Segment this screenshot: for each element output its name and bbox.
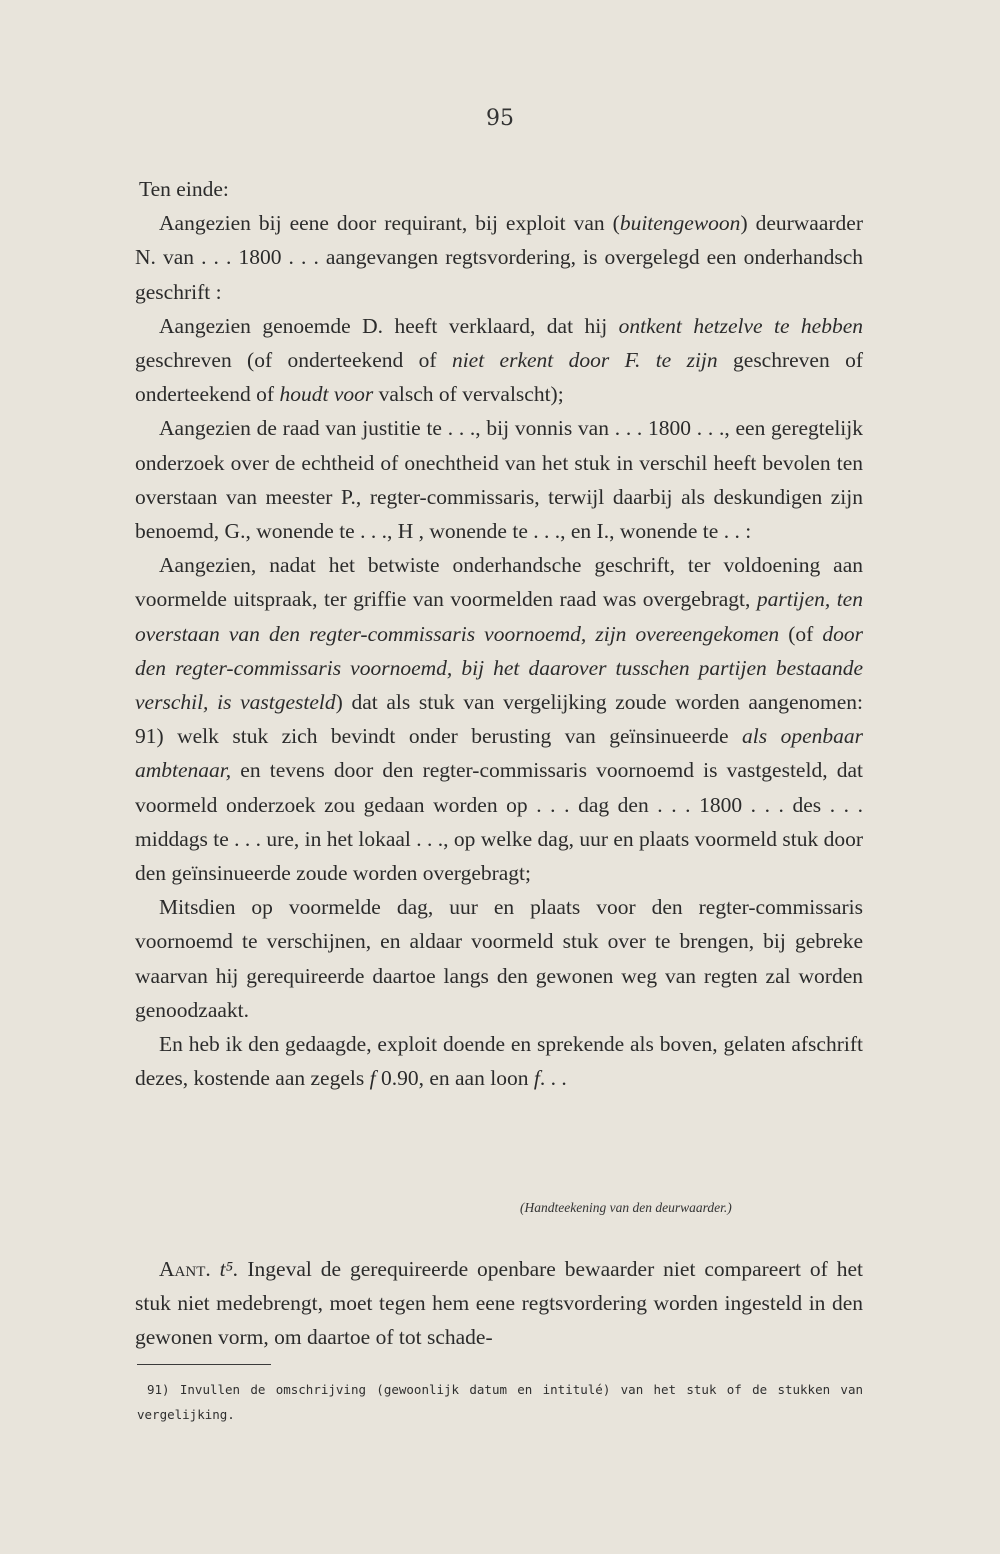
annotation-number: t⁵.	[219, 1257, 239, 1281]
annotation-block	[135, 1252, 863, 1355]
italic-text: f	[533, 1066, 540, 1091]
italic-text: houdt voor	[279, 382, 374, 407]
paragraph-text: (of	[779, 621, 823, 646]
annotation-label: Aant.	[159, 1257, 211, 1281]
signature-line: (Handteekening van den deurwaarder.)	[520, 1200, 732, 1215]
paragraph-text: Mitsdien op voormelde dag, uur en plaats voor den regter-commissaris voornoemd te verschijnen, en aldaar voormeld stuk over te brengen, bij gebreke waarvan hij gerequireerde daartoe langs den gewonen weg van regten zal worden genoodzaakt.	[135, 895, 863, 1022]
italic-text: door den regter-commissaris voornoemd, bij het daarover tusschen partijen bestaande verschil, is vastgesteld	[135, 621, 863, 715]
paragraph-text: ) deurwaarder N. van . . . 1800 . . . aangevangen regtsvordering, is overgelegd een onderhandsch geschrift :	[135, 211, 863, 304]
paragraph-text: ) dat als stuk van vergelijking zoude worden aangenomen: 91) welk stuk zich bevindt onder berusting van geïnsinueerde	[135, 690, 863, 749]
paragraph-text: En heb ik den gedaagde, exploit doende en sprekende als boven, gelaten afschrift dezes, kostende aan zegels	[135, 1032, 863, 1091]
body-text	[135, 172, 863, 1095]
paragraph-list	[135, 206, 863, 1095]
paragraph-text: geschreven (of onderteekend of	[135, 348, 452, 373]
italic-text: als openbaar ambtenaar,	[135, 724, 863, 783]
italic-text: niet erkent door F. te zijn	[451, 348, 718, 373]
body-paragraph	[135, 890, 863, 1027]
body-paragraph	[135, 411, 863, 548]
body-paragraph	[135, 548, 863, 890]
annotation-paragraph	[135, 1252, 863, 1355]
italic-text: buitengewoon	[619, 211, 741, 236]
paragraph-text: Aangezien genoemde D. heeft verklaard, dat hij	[159, 313, 619, 338]
paragraph-text: . . .	[539, 1066, 567, 1091]
page-number: 95	[486, 106, 514, 131]
paragraph-text: geschreven of onderteekend of	[135, 348, 863, 407]
body-paragraph	[135, 309, 863, 412]
italic-text: partijen, ten overstaan van den regter-commissaris voornoemd, zijn overeengekomen	[135, 587, 863, 646]
paragraph-text: valsch of vervalscht);	[373, 382, 564, 407]
intro-line: Ten einde:	[139, 177, 229, 201]
paragraph-text: Aangezien, nadat het betwiste onderhandsche geschrift, ter voldoening aan voormelde uitspraak, ter griffie van voormelden raad was overgebragt,	[135, 553, 863, 612]
annotation-text: Ingeval de gerequireerde openbare bewaarder niet compareert of het stuk niet medebrengt, moet tegen hem eene regtsvordering worden ingesteld in den gewonen vorm, om daartoe of tot schade-	[135, 1257, 864, 1350]
paragraph-text: en tevens door den regter-commissaris voornoemd is vastgesteld, dat voormeld onderzoek zou gedaan worden op . . . dag den . . . 1800 . . . des . . . middags te . . . ure, in het lokaal . . ., op welke dag, uur en plaats voormeld stuk door den geïnsinueerde zoude worden overgebragt;	[135, 758, 863, 886]
footnote: 91) Invullen de omschrijving (gewoonlijk datum en intitulé) van het stuk of de stukken van vergelijking.	[137, 1382, 863, 1422]
paragraph-text: Aangezien de raad van justitie te . . ., bij vonnis van . . . 1800 . . ., een geregtelijk onderzoek over de echtheid of onechtheid van het stuk in verschil heeft bevolen ten overstaan van meester P., regter-commissaris, terwijl daarbij als deskundigen zijn benoemd, G., wonende te . . ., H , wonende te . . ., en I., wonende te . . :	[135, 416, 863, 544]
footnote-divider	[137, 1364, 271, 1365]
body-paragraph	[135, 206, 863, 309]
paragraph-text: 0.90, en aan loon	[375, 1066, 534, 1091]
body-paragraph	[135, 1027, 863, 1095]
paragraph-text: Aangezien bij eene door requirant, bij exploit van (	[159, 211, 620, 236]
italic-text: f	[369, 1066, 376, 1091]
italic-text: ontkent hetzelve te hebben	[618, 313, 863, 338]
